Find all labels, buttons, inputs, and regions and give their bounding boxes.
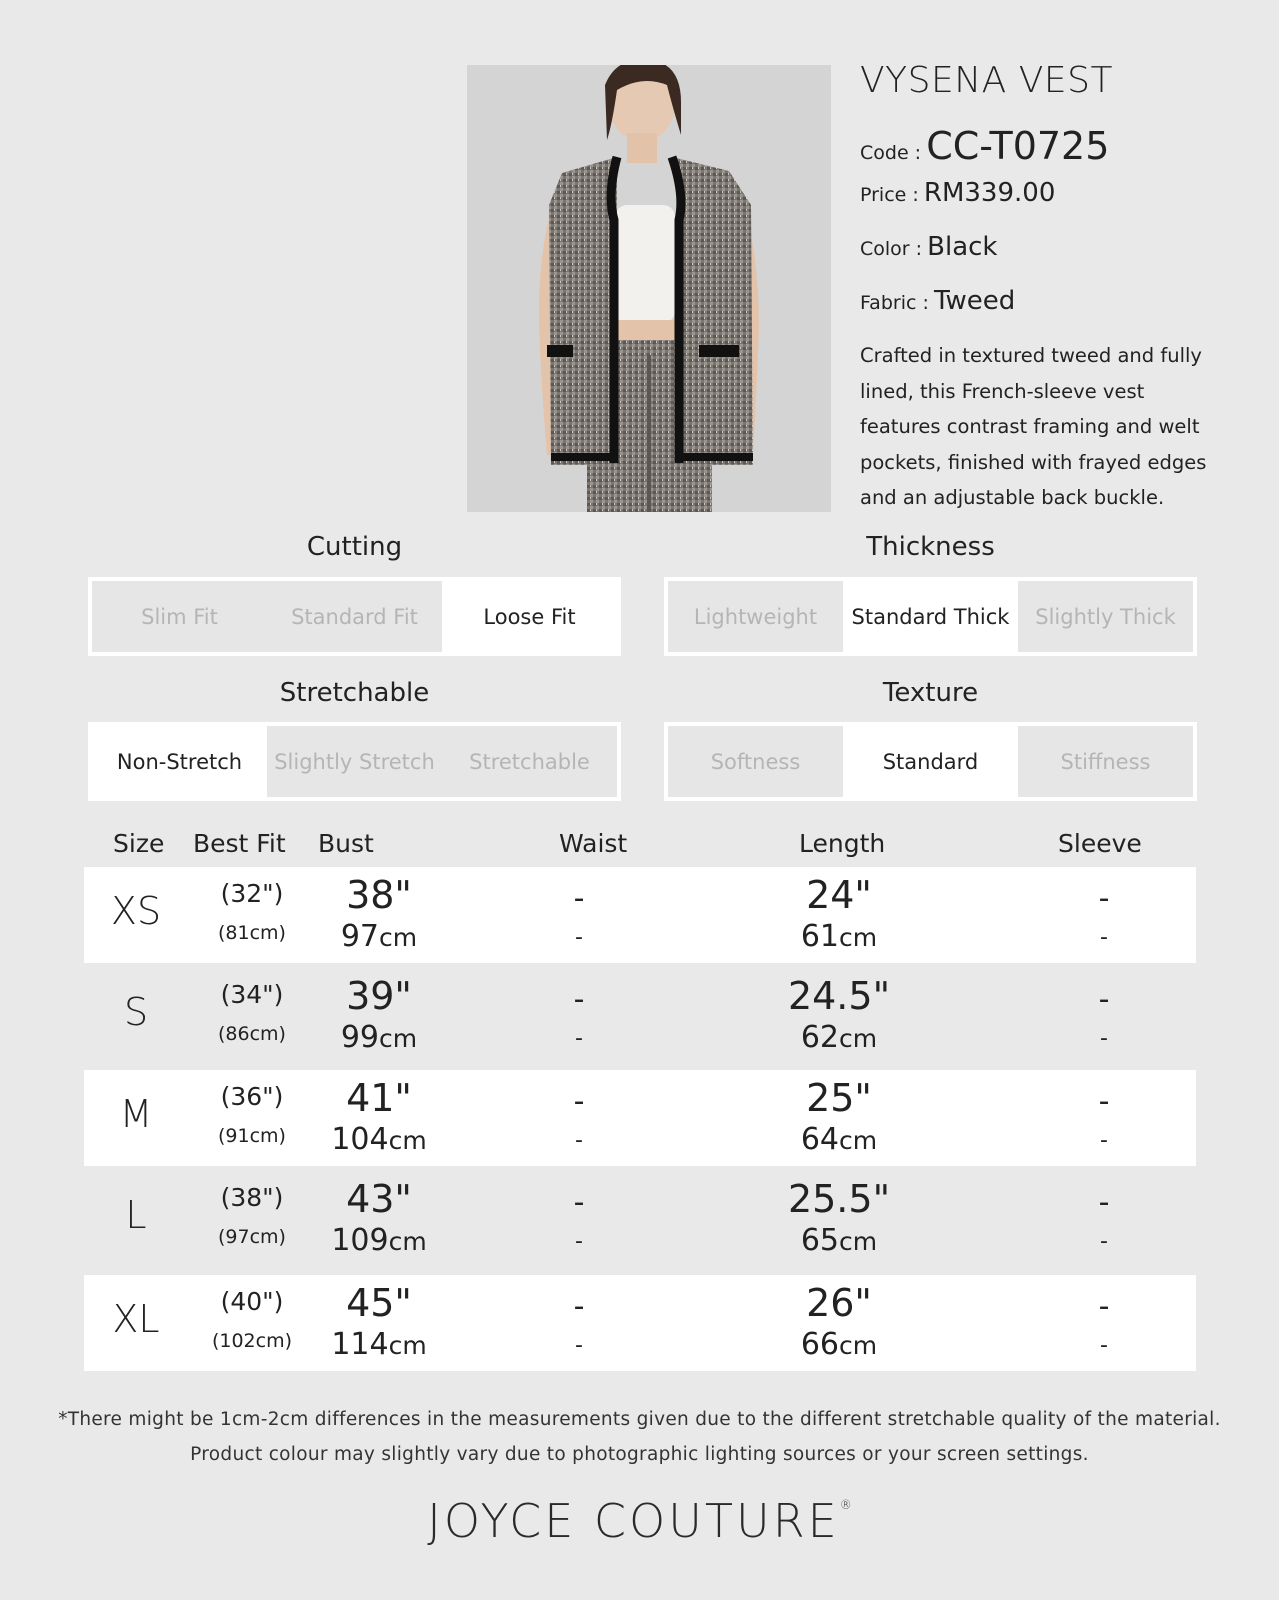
- length-cm-unit: cm: [839, 1227, 878, 1256]
- stretchable-option-slightly-stretch: Slightly Stretch: [274, 749, 435, 774]
- thickness-title: Thickness: [866, 532, 995, 562]
- waist-cm: -: [575, 1229, 583, 1254]
- measurement-note: *There might be 1cm-2cm differences in the measurements given due to the different stretchable quality of the material.: [58, 1409, 1221, 1430]
- bust-cm: 99: [340, 1020, 380, 1055]
- bust-cm-unit: cm: [379, 1024, 418, 1053]
- length-cm-unit: cm: [839, 1024, 878, 1053]
- header-waist: Waist: [559, 829, 628, 858]
- thickness-option-standard-thick: Standard Thick: [843, 581, 1018, 652]
- best-fit-inches: (36"): [220, 1082, 284, 1111]
- bust-cm-cell: [294, 919, 464, 954]
- product-code-row: [860, 124, 1109, 168]
- colour-note: Product colour may slightly vary due to photographic lighting sources or your screen settings.: [190, 1444, 1089, 1465]
- sleeve-inches: -: [1098, 982, 1110, 1017]
- bust-cm-unit: cm: [388, 1331, 427, 1360]
- waist-cm: -: [575, 1026, 583, 1051]
- waist-cm: -: [575, 925, 583, 950]
- size-row-xl: [84, 1275, 1196, 1371]
- bust-inches: 41": [346, 1076, 412, 1120]
- bust-inches: 39": [346, 974, 412, 1018]
- waist-cm: -: [575, 1128, 583, 1153]
- size-row-m: [84, 1070, 1196, 1166]
- texture-title: Texture: [882, 678, 979, 708]
- sleeve-inches: -: [1098, 1185, 1110, 1220]
- size-label: M: [119, 1092, 153, 1136]
- length-cm: 66: [800, 1327, 840, 1362]
- length-cm-cell: [744, 1020, 934, 1055]
- vest-illustration: [467, 65, 831, 512]
- waist-inches: -: [573, 1185, 585, 1220]
- product-description: Crafted in textured tweed and fully lined, this French-sleeve vest features contrast framing and welt pockets, finished with frayed edges and an adjustable back buckle.: [860, 344, 1207, 509]
- product-photo: [467, 65, 831, 512]
- size-label: S: [123, 990, 149, 1034]
- bust-cm: 109: [331, 1223, 389, 1258]
- sleeve-cm: -: [1100, 1229, 1108, 1254]
- bust-inches: 38": [346, 873, 412, 917]
- length-cm-cell: [744, 919, 934, 954]
- length-cm: 62: [800, 1020, 840, 1055]
- size-row-xs: [84, 867, 1196, 963]
- product-color-row: [860, 232, 998, 262]
- best-fit-inches: (38"): [220, 1183, 284, 1212]
- best-fit-inches: (32"): [220, 879, 284, 908]
- waist-inches: -: [573, 982, 585, 1017]
- header-size: Size: [113, 829, 165, 858]
- product-color: Black: [927, 232, 998, 262]
- sleeve-cm: -: [1100, 1128, 1108, 1153]
- length-cm-cell: [744, 1327, 934, 1362]
- cutting-option-loose-fit: Loose Fit: [442, 581, 617, 652]
- length-cm: 65: [800, 1223, 840, 1258]
- texture-option-standard: Standard: [843, 726, 1018, 797]
- header-length: Length: [799, 829, 886, 858]
- bust-cm-cell: [294, 1122, 464, 1157]
- size-row-s: [84, 968, 1196, 1064]
- length-cm-cell: [744, 1122, 934, 1157]
- bust-cm: 114: [331, 1327, 389, 1362]
- bust-inches: 43": [346, 1177, 412, 1221]
- length-cm-cell: [744, 1223, 934, 1258]
- stretchable-option-stretchable: Stretchable: [469, 749, 590, 774]
- bust-cm-cell: [294, 1327, 464, 1362]
- length-inches: 26": [806, 1281, 872, 1325]
- brand-name: JOYCE COUTURE: [427, 1494, 840, 1548]
- size-label: L: [125, 1193, 147, 1237]
- waist-inches: -: [573, 1084, 585, 1119]
- sleeve-cm: -: [1100, 1026, 1108, 1051]
- color-label: Color :: [860, 238, 923, 260]
- registered-mark: ®: [839, 1498, 852, 1512]
- bust-cm-unit: cm: [379, 923, 418, 952]
- waist-inches: -: [573, 881, 585, 916]
- product-code: CC-T0725: [926, 124, 1110, 168]
- waist-inches: -: [573, 1289, 585, 1324]
- brand-logo: [0, 1494, 1279, 1548]
- thickness-selector: [664, 577, 1197, 656]
- size-label: XL: [112, 1297, 160, 1341]
- product-price: RM339.00: [923, 178, 1056, 208]
- sleeve-cm: -: [1100, 925, 1108, 950]
- size-row-l: [84, 1171, 1196, 1267]
- best-fit-cm: (97cm): [218, 1226, 286, 1248]
- sleeve-inches: -: [1098, 1289, 1110, 1324]
- product-fabric-row: [860, 286, 1015, 316]
- best-fit-inches: (34"): [220, 980, 284, 1009]
- header-bust: Bust: [318, 829, 374, 858]
- best-fit-cm: (81cm): [218, 922, 286, 944]
- cutting-option-standard-fit: Standard Fit: [291, 604, 418, 629]
- product-price-row: [860, 178, 1055, 208]
- texture-option-stiffness: Stiffness: [1060, 749, 1151, 774]
- best-fit-inches: (40"): [220, 1287, 284, 1316]
- stretchable-selector: [88, 722, 621, 801]
- length-cm-unit: cm: [839, 1331, 878, 1360]
- bust-cm: 104: [331, 1122, 389, 1157]
- cutting-title: Cutting: [306, 532, 403, 562]
- sleeve-cm: -: [1100, 1333, 1108, 1358]
- code-label: Code :: [860, 142, 922, 164]
- stretchable-title: Stretchable: [279, 678, 430, 708]
- size-label: XS: [110, 889, 162, 933]
- bust-cm-unit: cm: [388, 1227, 427, 1256]
- product-name: VYSENA VEST: [860, 60, 1113, 101]
- length-cm-unit: cm: [839, 923, 878, 952]
- fabric-label: Fabric :: [860, 292, 929, 314]
- bust-inches: 45": [346, 1281, 412, 1325]
- best-fit-cm: (102cm): [211, 1330, 293, 1352]
- bust-cm-cell: [294, 1020, 464, 1055]
- waist-cm: -: [575, 1333, 583, 1358]
- bust-cm-unit: cm: [388, 1126, 427, 1155]
- cutting-option-slim-fit: Slim Fit: [141, 604, 218, 629]
- price-label: Price :: [860, 184, 919, 206]
- best-fit-cm: (86cm): [218, 1023, 286, 1045]
- texture-selector: [664, 722, 1197, 801]
- header-sleeve: Sleeve: [1058, 829, 1142, 858]
- length-cm: 64: [800, 1122, 840, 1157]
- length-inches: 24": [806, 873, 872, 917]
- length-cm: 61: [800, 919, 840, 954]
- length-inches: 25.5": [787, 1177, 891, 1221]
- length-inches: 25": [806, 1076, 872, 1120]
- length-cm-unit: cm: [839, 1126, 878, 1155]
- texture-option-softness: Softness: [710, 749, 801, 774]
- sleeve-inches: -: [1098, 881, 1110, 916]
- thickness-option-lightweight: Lightweight: [693, 604, 818, 629]
- bust-cm: 97: [340, 919, 380, 954]
- length-inches: 24.5": [787, 974, 891, 1018]
- stretchable-option-non-stretch: Non-Stretch: [92, 726, 267, 797]
- header-best-fit: Best Fit: [193, 829, 286, 858]
- cutting-selector: [88, 577, 621, 656]
- product-fabric: Tweed: [933, 286, 1016, 316]
- bust-cm-cell: [294, 1223, 464, 1258]
- best-fit-cm: (91cm): [218, 1125, 286, 1147]
- thickness-option-slightly-thick: Slightly Thick: [1035, 604, 1176, 629]
- sleeve-inches: -: [1098, 1084, 1110, 1119]
